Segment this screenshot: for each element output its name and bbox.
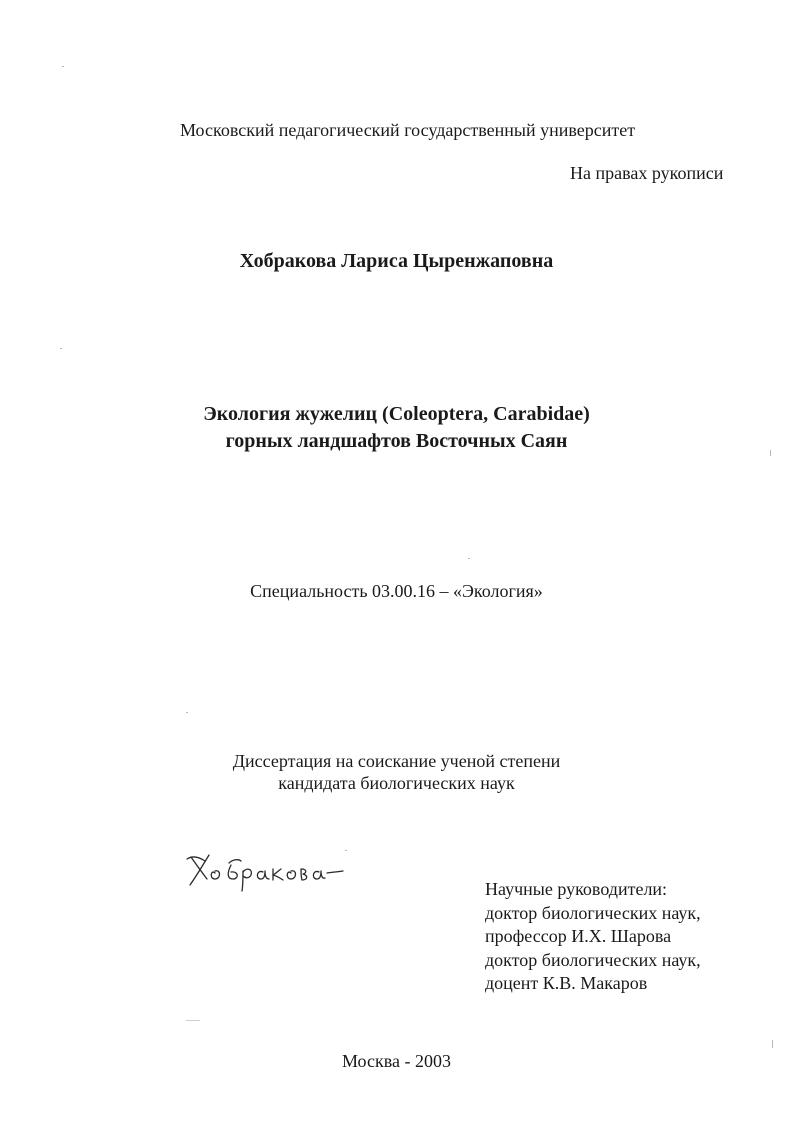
supervisors-block [485, 878, 701, 996]
supervisor-degree-1: доктор биологических наук, [485, 902, 701, 923]
specialty-line: Специальность 03.00.16 – «Экология» [250, 581, 543, 601]
supervisor-name-2: доцент К.В. Макаров [485, 973, 648, 993]
thesis-title-line-1: Экология жужелиц (Coleoptera, Carabidae) [203, 403, 590, 425]
rights-note: На правах рукописи [570, 163, 724, 183]
university-name: Московский педагогический государственный университет [180, 120, 636, 140]
supervisor-name-1: профессор И.Х. Шарова [485, 926, 672, 946]
supervisor-degree-2: доктор биологических наук, [485, 949, 701, 970]
author-name: Хобракова Лариса Цыренжаповна [239, 250, 554, 272]
dissertation-line-2: кандидата биологических наук [278, 773, 515, 793]
dissertation-line-1: Диссертация на соискание ученой степени [232, 751, 561, 771]
city-year: Москва - 2003 [342, 1051, 451, 1071]
handwritten-signature [185, 845, 345, 895]
thesis-title-line-2: горных ландшафтов Восточных Саян [225, 430, 568, 452]
supervisors-heading: Научные руководители: [485, 879, 668, 899]
